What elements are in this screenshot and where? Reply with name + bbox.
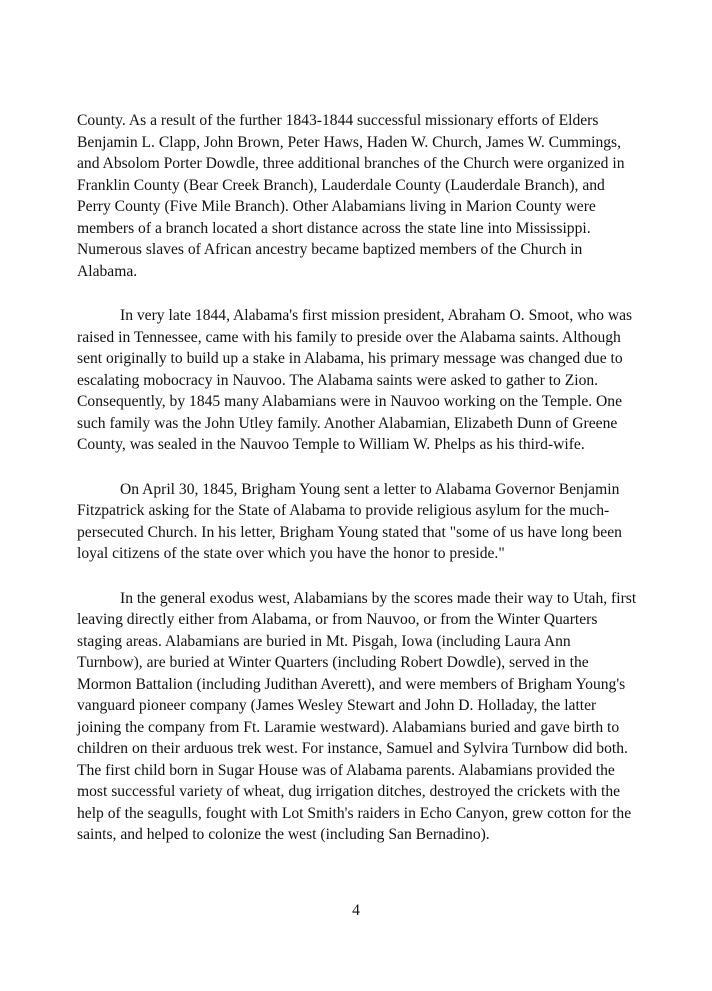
page-number: 4	[352, 902, 360, 919]
paragraph-continuation: County. As a result of the further 1843-1844 successful missionary efforts of Elders Benjamin L. Clapp, John Brown, Peter Haws, Haden W. Church, James W. Cummings, and Absolom Porter Dowdle, three additional branches of the Church were organized in Franklin County (Bear Creek Branch), Lauderdale County (Lauderdale Branch), and Perry County (Five Mile Branch). Other Alabamians living in Marion County were members of a branch located a short distance across the state line into Mississippi. Numerous slaves of African ancestry became baptized members of the Church in Alabama.	[77, 112, 625, 280]
body-text	[77, 110, 637, 869]
paragraph-mission-president: In very late 1844, Alabama's first mission president, Abraham O. Smoot, who was raised in Tennessee, came with his family to preside over the Alabama saints. Although sent originally to build up a stake in Alabama, his primary message was changed due to escalating mobocracy in Nauvoo. The Alabama saints were asked to gather to Zion. Consequently, by 1845 many Alabamians were in Nauvoo working on the Temple. One such family was the John Utley family. Another Alabamian, Elizabeth Dunn of Greene County, was sealed in the Nauvoo Temple to William W. Phelps as his third-wife.	[77, 307, 633, 453]
paragraph-brigham-letter: On April 30, 1845, Brigham Young sent a letter to Alabama Governor Benjamin Fitzpatrick asking for the State of Alabama to provide religious asylum for the much-persecuted Church. In his letter, Brigham Young stated that "some of us have long been loyal citizens of the state over which you have the honor to preside."	[77, 480, 622, 562]
paragraph-exodus-west: In the general exodus west, Alabamians by the scores made their way to Utah, first leaving directly either from Alabama, or from Nauvoo, or from the Winter Quarters staging areas. Alabamians are buried in Mt. Pisgah, Iowa (including Laura Ann Turnbow), are buried at Winter Quarters (including Robert Dowdle), served in the Mormon Battalion (including Judithan Averett), and were members of Brigham Young's vanguard pioneer company (James Wesley Stewart and John D. Holladay, the latter joining the company from Ft. Laramie westward). Alabamians buried and gave birth to children on their arduous trek west. For instance, Samuel and Sylvira Turnbow did both. The first child born in Sugar House was of Alabama parents. Alabamians provided the most successful variety of wheat, dug irrigation ditches, destroyed the crickets with the help of the seagulls, fought with Lot Smith's raiders in Echo Canyon, grew cotton for the saints, and helped to colonize the west (including San Bernadino).	[77, 589, 637, 843]
